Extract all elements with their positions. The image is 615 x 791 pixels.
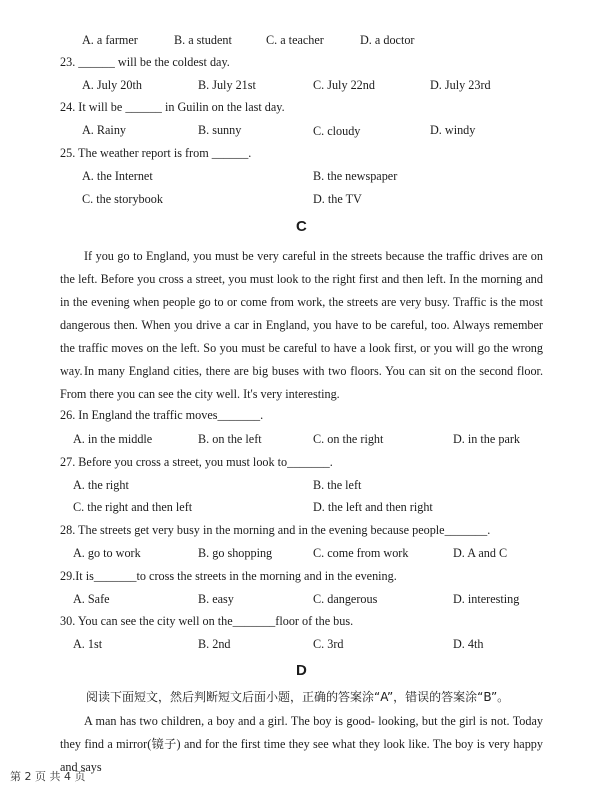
q26-option-c: C. on the right [313,432,384,446]
q28-option-d: D. A and C [453,546,508,560]
q29-option-a: A. Safe [73,592,110,606]
section-d-instruction: 阅读下面短文，然后判断短文后面小题，正确的答案涂“A”，错误的答案涂“B”。 [86,690,510,704]
q26-option-b: B. on the left [198,432,262,446]
q27-option-b: B. the left [313,478,362,492]
q22-option-c: C. a teacher [266,33,324,47]
q26-stem: 26. In England the traffic moves_______. [60,408,264,422]
page-footer: 第 2 页 共 4 页 [10,770,86,783]
q23-option-d: D. July 23rd [430,78,491,92]
q22-option-d: D. a doctor [360,33,415,47]
q25-option-d: D. the TV [313,192,362,206]
q23-option-c: C. July 22nd [313,78,375,92]
section-c-paragraph-2: In many England cities, there are big buses with two floors. You can sit on the second floor. From there you can see the city well. It's very interesting. [60,364,543,401]
q22-option-b: B. a student [174,33,232,47]
q22-option-a: A. a farmer [82,33,138,47]
q28-option-b: B. go shopping [198,546,273,560]
q24-option-b: B. sunny [198,123,242,137]
q24-option-d: D. windy [430,123,476,137]
q30-option-d: D. 4th [453,637,484,651]
q25-option-a: A. the Internet [82,169,153,183]
q26-option-a: A. in the middle [73,432,153,446]
section-d-paragraph-1: A man has two children, a boy and a girl. The boy is good- looking, but the girl is not. Today they find a mirror(镜子) and for the first time they see what they look like. The boy is very happy and says [60,714,543,774]
section-d-heading: D [296,662,307,679]
q24-option-a: A. Rainy [82,123,127,137]
q27-option-d: D. the left and then right [313,500,433,514]
q25-stem: 25. The weather report is from ______. [60,146,252,160]
q30-stem: 30. You can see the city well on the_______floor of the bus. [60,614,354,628]
q25-option-c: C. the storybook [82,192,163,206]
q27-option-c: C. the right and then left [73,500,193,514]
q28-stem: 28. The streets get very busy in the morning and in the evening because people_______. [60,523,491,537]
q28-option-c: C. come from work [313,546,409,560]
q28-option-a: A. go to work [73,546,141,560]
q27-option-a: A. the right [73,478,129,492]
q30-option-a: A. 1st [73,637,103,651]
q25-option-b: B. the newspaper [313,169,398,183]
q24-option-c: C. cloudy [313,124,361,138]
section-c-heading: C [296,218,307,235]
q29-stem: 29.It is_______to cross the streets in the morning and in the evening. [60,569,397,583]
q23-option-b: B. July 21st [198,78,256,92]
q23-stem: 23. ______ will be the coldest day. [60,55,230,69]
q27-stem: 27. Before you cross a street, you must look to_______. [60,455,333,469]
q29-option-b: B. easy [198,592,234,606]
q30-option-c: C. 3rd [313,637,344,651]
q29-option-c: C. dangerous [313,592,378,606]
q23-option-a: A. July 20th [82,78,142,92]
q26-option-d: D. in the park [453,432,521,446]
section-c-paragraph-1: If you go to England, you must be very careful in the streets because the traffic drives are on the left. Before you cross a street, you must look to the right first and then left. In the morning and in the evening when people go to or come from work, the streets are very busy. Traffic is the most dangerous then. When you drive a car in England, you have to be careful, too. Always remember the traffic moves on the left. So you must be careful to have a look first, or you will go the wrong way. [60,249,543,378]
q30-option-b: B. 2nd [198,637,231,651]
q24-stem: 24. It will be ______ in Guilin on the last day. [60,100,285,114]
q29-option-d: D. interesting [453,592,520,606]
